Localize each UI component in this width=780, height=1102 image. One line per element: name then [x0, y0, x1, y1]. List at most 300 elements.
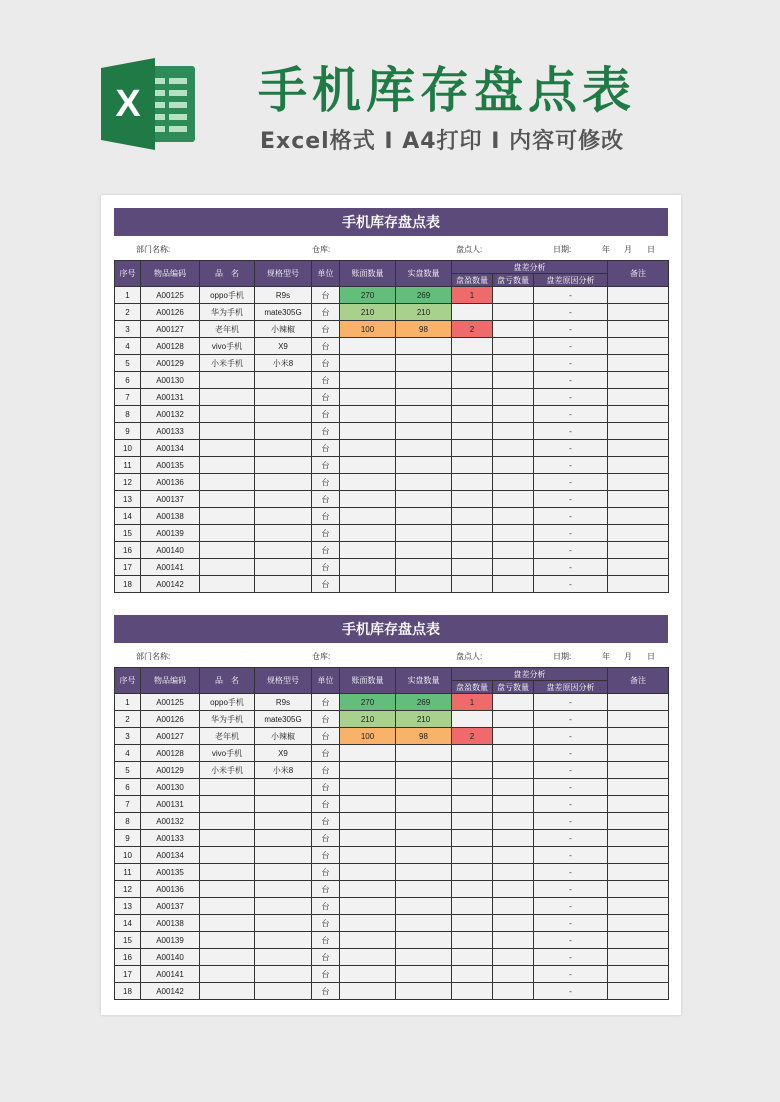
- cell-gain[interactable]: [452, 983, 493, 1000]
- cell-name[interactable]: [200, 372, 255, 389]
- cell-loss[interactable]: [493, 949, 534, 966]
- cell-name[interactable]: 小米手机: [200, 762, 255, 779]
- cell-reason[interactable]: -: [534, 372, 608, 389]
- cell-name[interactable]: vivo手机: [200, 745, 255, 762]
- cell-spec[interactable]: mate305G: [255, 304, 312, 321]
- cell-remark[interactable]: [608, 847, 669, 864]
- cell-reason[interactable]: -: [534, 847, 608, 864]
- cell-no[interactable]: 2: [115, 304, 141, 321]
- cell-code[interactable]: A00127: [141, 321, 200, 338]
- cell-spec[interactable]: 小米8: [255, 762, 312, 779]
- cell-name[interactable]: [200, 491, 255, 508]
- cell-loss[interactable]: [493, 338, 534, 355]
- cell-no[interactable]: 4: [115, 745, 141, 762]
- cell-name[interactable]: [200, 389, 255, 406]
- cell-spec[interactable]: [255, 949, 312, 966]
- cell-no[interactable]: 3: [115, 728, 141, 745]
- cell-actual[interactable]: [396, 864, 452, 881]
- cell-code[interactable]: A00140: [141, 949, 200, 966]
- cell-book[interactable]: 100: [340, 728, 396, 745]
- cell-gain[interactable]: [452, 406, 493, 423]
- cell-unit[interactable]: 台: [312, 355, 340, 372]
- cell-name[interactable]: [200, 898, 255, 915]
- cell-loss[interactable]: [493, 881, 534, 898]
- cell-book[interactable]: [340, 745, 396, 762]
- cell-spec[interactable]: [255, 932, 312, 949]
- cell-remark[interactable]: [608, 508, 669, 525]
- cell-name[interactable]: [200, 830, 255, 847]
- cell-unit[interactable]: 台: [312, 542, 340, 559]
- cell-actual[interactable]: 98: [396, 728, 452, 745]
- cell-unit[interactable]: 台: [312, 762, 340, 779]
- cell-reason[interactable]: -: [534, 423, 608, 440]
- cell-book[interactable]: [340, 898, 396, 915]
- cell-actual[interactable]: [396, 457, 452, 474]
- cell-loss[interactable]: [493, 813, 534, 830]
- cell-spec[interactable]: [255, 813, 312, 830]
- cell-book[interactable]: [340, 847, 396, 864]
- cell-book[interactable]: [340, 440, 396, 457]
- cell-code[interactable]: A00138: [141, 915, 200, 932]
- cell-code[interactable]: A00136: [141, 474, 200, 491]
- cell-unit[interactable]: 台: [312, 525, 340, 542]
- cell-loss[interactable]: [493, 847, 534, 864]
- cell-book[interactable]: 270: [340, 287, 396, 304]
- cell-code[interactable]: A00141: [141, 559, 200, 576]
- cell-loss[interactable]: [493, 304, 534, 321]
- cell-book[interactable]: 210: [340, 304, 396, 321]
- cell-gain[interactable]: [452, 966, 493, 983]
- cell-book[interactable]: [340, 406, 396, 423]
- cell-remark[interactable]: [608, 932, 669, 949]
- cell-spec[interactable]: [255, 389, 312, 406]
- cell-loss[interactable]: [493, 711, 534, 728]
- cell-gain[interactable]: [452, 372, 493, 389]
- cell-reason[interactable]: -: [534, 915, 608, 932]
- cell-spec[interactable]: [255, 898, 312, 915]
- cell-gain[interactable]: [452, 881, 493, 898]
- cell-unit[interactable]: 台: [312, 423, 340, 440]
- cell-unit[interactable]: 台: [312, 949, 340, 966]
- cell-actual[interactable]: 269: [396, 287, 452, 304]
- cell-loss[interactable]: [493, 576, 534, 593]
- cell-unit[interactable]: 台: [312, 304, 340, 321]
- cell-unit[interactable]: 台: [312, 406, 340, 423]
- cell-actual[interactable]: [396, 983, 452, 1000]
- cell-spec[interactable]: [255, 474, 312, 491]
- cell-no[interactable]: 17: [115, 559, 141, 576]
- cell-book[interactable]: [340, 949, 396, 966]
- cell-remark[interactable]: [608, 898, 669, 915]
- cell-gain[interactable]: [452, 711, 493, 728]
- cell-unit[interactable]: 台: [312, 728, 340, 745]
- cell-code[interactable]: A00127: [141, 728, 200, 745]
- cell-no[interactable]: 12: [115, 474, 141, 491]
- cell-unit[interactable]: 台: [312, 881, 340, 898]
- cell-reason[interactable]: -: [534, 694, 608, 711]
- cell-loss[interactable]: [493, 898, 534, 915]
- cell-reason[interactable]: -: [534, 932, 608, 949]
- cell-code[interactable]: A00133: [141, 423, 200, 440]
- cell-no[interactable]: 10: [115, 440, 141, 457]
- cell-unit[interactable]: 台: [312, 389, 340, 406]
- cell-code[interactable]: A00125: [141, 287, 200, 304]
- cell-unit[interactable]: 台: [312, 372, 340, 389]
- cell-no[interactable]: 7: [115, 389, 141, 406]
- cell-book[interactable]: [340, 372, 396, 389]
- cell-book[interactable]: [340, 525, 396, 542]
- cell-loss[interactable]: [493, 457, 534, 474]
- cell-name[interactable]: 华为手机: [200, 711, 255, 728]
- cell-code[interactable]: A00128: [141, 338, 200, 355]
- cell-gain[interactable]: [452, 847, 493, 864]
- cell-gain[interactable]: [452, 864, 493, 881]
- cell-code[interactable]: A00128: [141, 745, 200, 762]
- cell-no[interactable]: 9: [115, 423, 141, 440]
- cell-unit[interactable]: 台: [312, 559, 340, 576]
- cell-spec[interactable]: X9: [255, 745, 312, 762]
- cell-unit[interactable]: 台: [312, 796, 340, 813]
- cell-book[interactable]: [340, 457, 396, 474]
- cell-no[interactable]: 17: [115, 966, 141, 983]
- cell-actual[interactable]: [396, 915, 452, 932]
- cell-remark[interactable]: [608, 864, 669, 881]
- cell-reason[interactable]: -: [534, 287, 608, 304]
- cell-actual[interactable]: [396, 542, 452, 559]
- cell-book[interactable]: [340, 474, 396, 491]
- cell-name[interactable]: 小米手机: [200, 355, 255, 372]
- cell-code[interactable]: A00134: [141, 847, 200, 864]
- cell-name[interactable]: [200, 423, 255, 440]
- cell-unit[interactable]: 台: [312, 898, 340, 915]
- cell-no[interactable]: 6: [115, 372, 141, 389]
- cell-book[interactable]: [340, 423, 396, 440]
- cell-spec[interactable]: [255, 508, 312, 525]
- cell-unit[interactable]: 台: [312, 694, 340, 711]
- cell-loss[interactable]: [493, 440, 534, 457]
- cell-book[interactable]: [340, 338, 396, 355]
- cell-name[interactable]: [200, 542, 255, 559]
- cell-no[interactable]: 11: [115, 864, 141, 881]
- cell-code[interactable]: A00132: [141, 406, 200, 423]
- cell-remark[interactable]: [608, 304, 669, 321]
- cell-code[interactable]: A00140: [141, 542, 200, 559]
- cell-remark[interactable]: [608, 796, 669, 813]
- cell-name[interactable]: [200, 474, 255, 491]
- cell-name[interactable]: [200, 559, 255, 576]
- cell-actual[interactable]: [396, 796, 452, 813]
- cell-spec[interactable]: [255, 559, 312, 576]
- cell-book[interactable]: [340, 576, 396, 593]
- cell-name[interactable]: [200, 796, 255, 813]
- cell-reason[interactable]: -: [534, 779, 608, 796]
- cell-no[interactable]: 12: [115, 881, 141, 898]
- cell-no[interactable]: 14: [115, 508, 141, 525]
- cell-no[interactable]: 1: [115, 287, 141, 304]
- cell-code[interactable]: A00131: [141, 389, 200, 406]
- cell-actual[interactable]: [396, 576, 452, 593]
- cell-reason[interactable]: -: [534, 355, 608, 372]
- cell-no[interactable]: 13: [115, 898, 141, 915]
- cell-name[interactable]: [200, 440, 255, 457]
- cell-book[interactable]: [340, 542, 396, 559]
- cell-gain[interactable]: [452, 389, 493, 406]
- cell-book[interactable]: [340, 389, 396, 406]
- cell-loss[interactable]: [493, 864, 534, 881]
- cell-name[interactable]: [200, 406, 255, 423]
- cell-reason[interactable]: -: [534, 762, 608, 779]
- cell-unit[interactable]: 台: [312, 983, 340, 1000]
- cell-unit[interactable]: 台: [312, 932, 340, 949]
- cell-remark[interactable]: [608, 457, 669, 474]
- cell-unit[interactable]: 台: [312, 576, 340, 593]
- cell-reason[interactable]: -: [534, 966, 608, 983]
- cell-code[interactable]: A00132: [141, 813, 200, 830]
- cell-gain[interactable]: [452, 898, 493, 915]
- cell-code[interactable]: A00133: [141, 830, 200, 847]
- cell-code[interactable]: A00129: [141, 355, 200, 372]
- cell-unit[interactable]: 台: [312, 745, 340, 762]
- cell-name[interactable]: oppo手机: [200, 694, 255, 711]
- cell-name[interactable]: [200, 847, 255, 864]
- cell-remark[interactable]: [608, 813, 669, 830]
- cell-no[interactable]: 11: [115, 457, 141, 474]
- cell-spec[interactable]: [255, 525, 312, 542]
- cell-loss[interactable]: [493, 355, 534, 372]
- cell-reason[interactable]: -: [534, 474, 608, 491]
- cell-book[interactable]: [340, 559, 396, 576]
- cell-spec[interactable]: [255, 915, 312, 932]
- cell-loss[interactable]: [493, 796, 534, 813]
- cell-remark[interactable]: [608, 525, 669, 542]
- cell-book[interactable]: [340, 864, 396, 881]
- cell-code[interactable]: A00131: [141, 796, 200, 813]
- cell-spec[interactable]: 小辣椒: [255, 728, 312, 745]
- cell-remark[interactable]: [608, 915, 669, 932]
- cell-reason[interactable]: -: [534, 745, 608, 762]
- cell-gain[interactable]: [452, 474, 493, 491]
- cell-actual[interactable]: [396, 559, 452, 576]
- cell-reason[interactable]: -: [534, 813, 608, 830]
- cell-spec[interactable]: [255, 864, 312, 881]
- cell-loss[interactable]: [493, 406, 534, 423]
- cell-reason[interactable]: -: [534, 508, 608, 525]
- cell-gain[interactable]: [452, 304, 493, 321]
- cell-spec[interactable]: [255, 983, 312, 1000]
- cell-code[interactable]: A00130: [141, 372, 200, 389]
- cell-loss[interactable]: [493, 423, 534, 440]
- cell-no[interactable]: 9: [115, 830, 141, 847]
- cell-book[interactable]: [340, 813, 396, 830]
- cell-remark[interactable]: [608, 406, 669, 423]
- cell-remark[interactable]: [608, 711, 669, 728]
- cell-actual[interactable]: [396, 898, 452, 915]
- cell-gain[interactable]: [452, 762, 493, 779]
- cell-name[interactable]: 老年机: [200, 321, 255, 338]
- cell-spec[interactable]: [255, 406, 312, 423]
- cell-actual[interactable]: [396, 491, 452, 508]
- cell-code[interactable]: A00130: [141, 779, 200, 796]
- cell-no[interactable]: 15: [115, 525, 141, 542]
- cell-loss[interactable]: [493, 559, 534, 576]
- cell-loss[interactable]: [493, 525, 534, 542]
- cell-actual[interactable]: [396, 474, 452, 491]
- cell-loss[interactable]: [493, 762, 534, 779]
- cell-book[interactable]: [340, 932, 396, 949]
- cell-code[interactable]: A00135: [141, 864, 200, 881]
- cell-name[interactable]: [200, 864, 255, 881]
- cell-spec[interactable]: [255, 881, 312, 898]
- cell-remark[interactable]: [608, 762, 669, 779]
- cell-unit[interactable]: 台: [312, 830, 340, 847]
- cell-unit[interactable]: 台: [312, 847, 340, 864]
- cell-unit[interactable]: 台: [312, 457, 340, 474]
- cell-name[interactable]: vivo手机: [200, 338, 255, 355]
- cell-reason[interactable]: -: [534, 559, 608, 576]
- cell-no[interactable]: 13: [115, 491, 141, 508]
- cell-no[interactable]: 5: [115, 355, 141, 372]
- cell-gain[interactable]: [452, 813, 493, 830]
- cell-code[interactable]: A00135: [141, 457, 200, 474]
- cell-gain[interactable]: 2: [452, 321, 493, 338]
- cell-reason[interactable]: -: [534, 898, 608, 915]
- cell-gain[interactable]: [452, 796, 493, 813]
- cell-spec[interactable]: [255, 440, 312, 457]
- cell-no[interactable]: 2: [115, 711, 141, 728]
- cell-remark[interactable]: [608, 491, 669, 508]
- cell-reason[interactable]: -: [534, 406, 608, 423]
- cell-code[interactable]: A00136: [141, 881, 200, 898]
- cell-loss[interactable]: [493, 321, 534, 338]
- cell-no[interactable]: 3: [115, 321, 141, 338]
- cell-name[interactable]: [200, 813, 255, 830]
- cell-actual[interactable]: [396, 949, 452, 966]
- cell-actual[interactable]: [396, 372, 452, 389]
- cell-remark[interactable]: [608, 542, 669, 559]
- cell-actual[interactable]: [396, 440, 452, 457]
- cell-gain[interactable]: [452, 576, 493, 593]
- cell-spec[interactable]: R9s: [255, 694, 312, 711]
- cell-gain[interactable]: [452, 508, 493, 525]
- cell-reason[interactable]: -: [534, 321, 608, 338]
- cell-name[interactable]: [200, 457, 255, 474]
- cell-unit[interactable]: 台: [312, 491, 340, 508]
- cell-loss[interactable]: [493, 542, 534, 559]
- cell-spec[interactable]: 小辣椒: [255, 321, 312, 338]
- cell-spec[interactable]: [255, 966, 312, 983]
- cell-remark[interactable]: [608, 881, 669, 898]
- cell-reason[interactable]: -: [534, 542, 608, 559]
- cell-reason[interactable]: -: [534, 728, 608, 745]
- cell-code[interactable]: A00142: [141, 576, 200, 593]
- cell-name[interactable]: [200, 983, 255, 1000]
- cell-code[interactable]: A00139: [141, 525, 200, 542]
- cell-code[interactable]: A00134: [141, 440, 200, 457]
- cell-no[interactable]: 14: [115, 915, 141, 932]
- cell-no[interactable]: 4: [115, 338, 141, 355]
- cell-loss[interactable]: [493, 915, 534, 932]
- cell-loss[interactable]: [493, 372, 534, 389]
- cell-loss[interactable]: [493, 745, 534, 762]
- cell-remark[interactable]: [608, 559, 669, 576]
- cell-gain[interactable]: [452, 542, 493, 559]
- cell-name[interactable]: [200, 508, 255, 525]
- cell-actual[interactable]: [396, 355, 452, 372]
- cell-name[interactable]: [200, 576, 255, 593]
- cell-remark[interactable]: [608, 355, 669, 372]
- cell-actual[interactable]: 269: [396, 694, 452, 711]
- cell-loss[interactable]: [493, 966, 534, 983]
- cell-reason[interactable]: -: [534, 830, 608, 847]
- cell-code[interactable]: A00125: [141, 694, 200, 711]
- cell-loss[interactable]: [493, 694, 534, 711]
- cell-spec[interactable]: X9: [255, 338, 312, 355]
- cell-spec[interactable]: 小米8: [255, 355, 312, 372]
- cell-gain[interactable]: 1: [452, 287, 493, 304]
- cell-gain[interactable]: [452, 525, 493, 542]
- cell-remark[interactable]: [608, 779, 669, 796]
- cell-spec[interactable]: [255, 491, 312, 508]
- cell-spec[interactable]: R9s: [255, 287, 312, 304]
- cell-book[interactable]: [340, 355, 396, 372]
- cell-reason[interactable]: -: [534, 338, 608, 355]
- cell-spec[interactable]: [255, 576, 312, 593]
- cell-book[interactable]: [340, 779, 396, 796]
- cell-spec[interactable]: [255, 372, 312, 389]
- cell-reason[interactable]: -: [534, 525, 608, 542]
- cell-gain[interactable]: [452, 457, 493, 474]
- cell-actual[interactable]: [396, 779, 452, 796]
- cell-book[interactable]: [340, 966, 396, 983]
- cell-remark[interactable]: [608, 983, 669, 1000]
- cell-loss[interactable]: [493, 779, 534, 796]
- cell-name[interactable]: [200, 525, 255, 542]
- cell-book[interactable]: [340, 881, 396, 898]
- cell-remark[interactable]: [608, 372, 669, 389]
- cell-reason[interactable]: -: [534, 457, 608, 474]
- cell-spec[interactable]: [255, 830, 312, 847]
- cell-book[interactable]: [340, 983, 396, 1000]
- cell-name[interactable]: oppo手机: [200, 287, 255, 304]
- cell-no[interactable]: 8: [115, 813, 141, 830]
- cell-unit[interactable]: 台: [312, 338, 340, 355]
- cell-actual[interactable]: [396, 762, 452, 779]
- cell-reason[interactable]: -: [534, 389, 608, 406]
- cell-remark[interactable]: [608, 576, 669, 593]
- cell-no[interactable]: 5: [115, 762, 141, 779]
- cell-actual[interactable]: [396, 338, 452, 355]
- cell-code[interactable]: A00126: [141, 711, 200, 728]
- cell-code[interactable]: A00137: [141, 491, 200, 508]
- cell-book[interactable]: 100: [340, 321, 396, 338]
- cell-remark[interactable]: [608, 287, 669, 304]
- cell-reason[interactable]: -: [534, 491, 608, 508]
- cell-gain[interactable]: [452, 440, 493, 457]
- cell-spec[interactable]: [255, 542, 312, 559]
- cell-actual[interactable]: [396, 423, 452, 440]
- cell-code[interactable]: A00139: [141, 932, 200, 949]
- cell-actual[interactable]: [396, 389, 452, 406]
- cell-actual[interactable]: [396, 508, 452, 525]
- cell-reason[interactable]: -: [534, 576, 608, 593]
- cell-name[interactable]: [200, 779, 255, 796]
- cell-actual[interactable]: 210: [396, 711, 452, 728]
- cell-remark[interactable]: [608, 389, 669, 406]
- cell-remark[interactable]: [608, 321, 669, 338]
- cell-actual[interactable]: 98: [396, 321, 452, 338]
- cell-actual[interactable]: [396, 813, 452, 830]
- cell-loss[interactable]: [493, 287, 534, 304]
